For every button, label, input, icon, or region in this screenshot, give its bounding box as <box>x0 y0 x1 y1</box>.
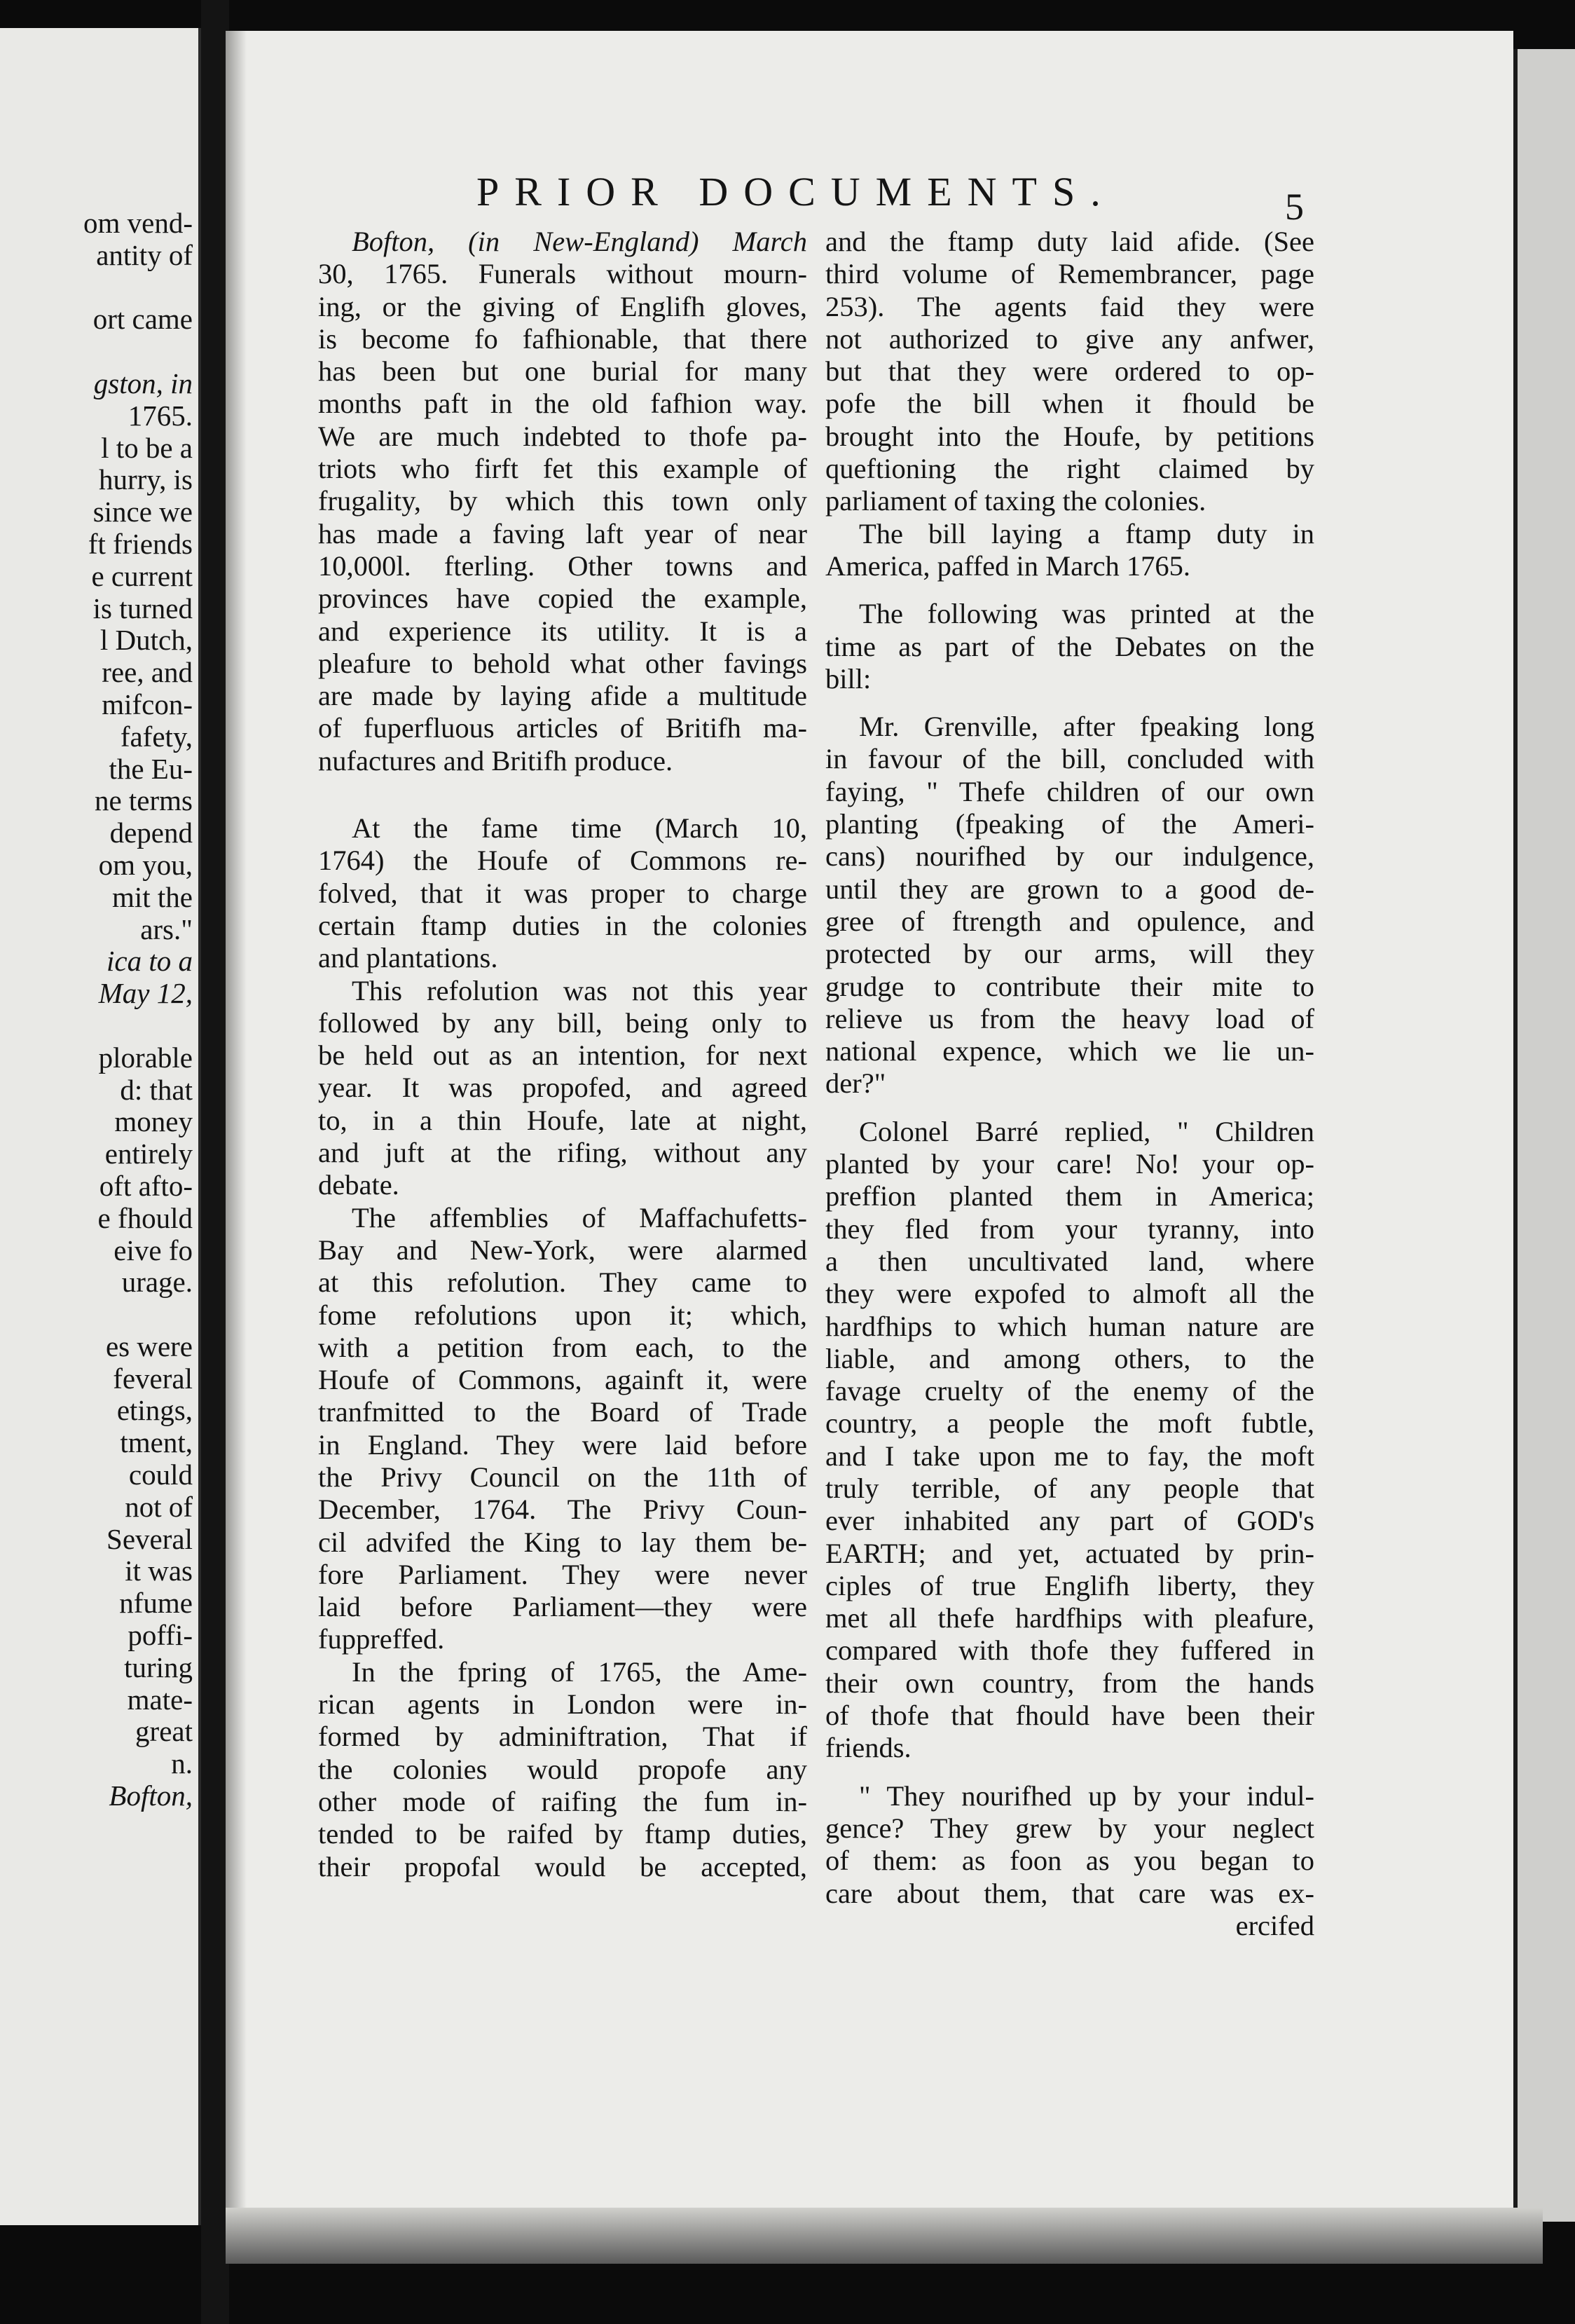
facing-page-line: e current <box>91 559 193 592</box>
facing-page-line: May 12, <box>98 977 193 1010</box>
text-line: the colonies would propofe any <box>318 1753 807 1785</box>
page-bottom-edge <box>226 2208 1543 2264</box>
facing-page-line: turing <box>124 1650 193 1683</box>
facing-page-line: nfume <box>119 1587 193 1620</box>
text-line: parliament of taxing the colonies. <box>825 485 1206 517</box>
facing-page-line: ne terms <box>94 784 193 817</box>
facing-page-line: depend <box>109 816 193 849</box>
text-line: at this refolution. They came to <box>318 1266 807 1299</box>
facing-page-line: entirely <box>104 1137 193 1170</box>
text-line: queftioning the right claimed by <box>825 453 1314 485</box>
text-line: and the ftamp duty laid afide. (See <box>825 226 1314 257</box>
text-line: EARTH; and yet, actuated by prin- <box>825 1537 1314 1569</box>
facing-page-line: ica to a <box>106 945 193 978</box>
text-line: ercifed <box>1235 1909 1314 1941</box>
text-line: are made by laying afide a multitude <box>318 680 807 712</box>
text-line: cans) nourifhed by our indulgence, <box>825 840 1314 873</box>
running-head: PRIOR DOCUMENTS. <box>476 169 1116 214</box>
facing-page-line <box>0 272 193 304</box>
text-line: met all thefe hardfhips with pleafure, <box>825 1602 1314 1634</box>
text-line: their own country, from the hands <box>825 1667 1314 1699</box>
paragraph-gap <box>825 695 1314 711</box>
text-line: America, paffed in March 1765. <box>825 549 1191 582</box>
facing-page-line: Bofton, <box>109 1779 193 1812</box>
text-line: triots who firft fet this example of <box>318 453 807 485</box>
text-line: with a petition from each, to the <box>318 1331 807 1363</box>
facing-page-line: poffi- <box>128 1619 193 1652</box>
text-line: tended to be raifed by ftamp duties, <box>318 1818 807 1850</box>
text-line: they were expofed to almoft all the <box>825 1278 1314 1310</box>
text-line: not authorized to give any anfwer, <box>825 322 1314 355</box>
text-line: The following was printed at the <box>859 598 1314 630</box>
text-column-left <box>318 226 807 1883</box>
text-line: " They nourifhed up by your indul- <box>859 1779 1314 1812</box>
facing-page-line: could <box>128 1458 193 1491</box>
text-line: debate. <box>318 1169 399 1201</box>
text-line: provinces have copied the example, <box>318 582 807 615</box>
text-line: and juft at the rifing, without any <box>318 1137 807 1169</box>
facing-page-line: om vend- <box>83 207 193 239</box>
facing-page-line: ort came <box>92 303 193 336</box>
text-line: has made a faving laft year of near <box>318 517 807 549</box>
paragraph-gap <box>825 1100 1314 1116</box>
text-line: bill: <box>825 662 872 695</box>
text-line: fome refolutions upon it; which, <box>318 1299 807 1331</box>
text-line: folved, that it was proper to charge <box>318 877 807 909</box>
facing-page-line <box>0 1010 193 1042</box>
text-line: December, 1764. The Privy Coun- <box>318 1493 807 1526</box>
text-line: 30, 1765. Funerals without mourn- <box>318 258 807 290</box>
text-line: year. It was propofed, and agreed <box>318 1072 807 1104</box>
text-line: gree of ftrength and opulence, and <box>825 905 1314 937</box>
page-shadow <box>226 31 247 2264</box>
text-line: third volume of Remembrancer, page <box>825 258 1314 290</box>
text-line: planting (fpeaking of the Ameri- <box>825 808 1314 840</box>
text-line: be held out as an intention, for next <box>318 1039 807 1072</box>
facing-page-line: fafety, <box>120 720 193 753</box>
facing-page-line: antity of <box>96 238 193 271</box>
facing-page-line: mifcon- <box>102 688 193 720</box>
text-line: of them: as foon as you began to <box>825 1845 1314 1877</box>
text-line: country, a people the moft fubtle, <box>825 1407 1314 1440</box>
text-line: der?" <box>825 1067 886 1100</box>
facing-page-line: gston, in <box>93 367 193 399</box>
text-line: care about them, that care was ex- <box>825 1877 1314 1909</box>
text-line: ing, or the giving of Englifh gloves, <box>318 290 807 322</box>
facing-page-line: plorable <box>98 1041 193 1074</box>
text-line: We are much indebted to thofe pa- <box>318 420 807 452</box>
facing-page-line: mit the <box>111 880 193 913</box>
facing-page-line: eive fo <box>114 1233 193 1266</box>
facing-page-line: not of <box>125 1490 193 1523</box>
text-line: in England. They were laid before <box>318 1428 807 1461</box>
text-line: pleafure to behold what other favings <box>318 647 807 679</box>
text-line: protected by our arms, will they <box>825 938 1314 970</box>
text-line: gence? They grew by your neglect <box>825 1812 1314 1844</box>
text-line: but that they were ordered to op- <box>825 355 1314 388</box>
facing-page-line: feveral <box>113 1362 193 1395</box>
text-line: to, in a thin Houfe, late at night, <box>318 1104 807 1136</box>
facing-page-line: l to be a <box>101 431 193 464</box>
text-line: grudge to contribute their mite to <box>825 970 1314 1002</box>
text-line: until they are grown to a good de- <box>825 873 1314 905</box>
facing-page-line: hurry, is <box>99 463 193 496</box>
facing-page-line: Several <box>106 1522 193 1555</box>
text-line: Bofton, (in New-England) March <box>352 226 807 257</box>
text-line: and plantations. <box>318 942 498 974</box>
facing-page-line: e fhould <box>97 1201 193 1234</box>
text-line: cil advifed the King to lay them be- <box>318 1526 807 1558</box>
text-line: Mr. Grenville, after fpeaking long <box>859 711 1314 743</box>
facing-page-line: es were <box>105 1330 193 1362</box>
text-column-right <box>825 226 1314 1942</box>
facing-page-line: the Eu- <box>109 752 193 785</box>
text-line: 253). The agents faid they were <box>825 290 1314 322</box>
facing-page-line: 1765. <box>128 399 193 432</box>
text-line: preffion planted them in America; <box>825 1180 1314 1212</box>
facing-page-line: ars." <box>140 912 193 945</box>
facing-page-line: tment, <box>120 1426 193 1459</box>
text-line: pofe the bill when it fhould be <box>825 388 1314 420</box>
page-edge <box>1513 49 1575 2222</box>
facing-page-line: om you, <box>98 848 193 881</box>
text-line: is become fo fafhionable, that there <box>318 322 807 355</box>
text-line: favage cruelty of the enemy of the <box>825 1375 1314 1407</box>
facing-page-line: it was <box>125 1554 193 1587</box>
text-line: compared with thofe they fuffered in <box>825 1634 1314 1667</box>
text-line: At the fame time (March 10, <box>352 812 807 845</box>
text-line: In the fpring of 1765, the Ame- <box>352 1655 807 1688</box>
facing-page-line: oft afto- <box>99 1169 193 1202</box>
facing-page-text <box>0 207 193 1812</box>
paragraph-gap <box>318 777 807 812</box>
text-line: the Privy Council on the 11th of <box>318 1461 807 1493</box>
text-line: formed by adminiftration, That if <box>318 1721 807 1753</box>
text-line: planted by your care! No! your op- <box>825 1148 1314 1180</box>
facing-page-line: ree, and <box>102 656 193 689</box>
text-line: Colonel Barré replied, " Children <box>859 1115 1314 1147</box>
paragraph-gap <box>825 1765 1314 1780</box>
facing-page-line: since we <box>92 495 193 528</box>
text-line: national expence, which we lie un- <box>825 1035 1314 1067</box>
facing-page-line: l Dutch, <box>99 624 193 657</box>
text-line: fore Parliament. They were never <box>318 1558 807 1590</box>
text-line: laid before Parliament—they were <box>318 1591 807 1623</box>
text-line: truly terrible, of any people that <box>825 1472 1314 1504</box>
text-line: in favour of the bill, concluded with <box>825 743 1314 775</box>
facing-page-line: ft friends <box>88 527 193 560</box>
text-line: frugality, by which this town only <box>318 485 807 517</box>
text-line: Houfe of Commons, againft it, were <box>318 1364 807 1396</box>
text-line: 10,000l. fterling. Other towns and <box>318 549 807 582</box>
text-line: This refolution was not this year <box>352 974 807 1006</box>
facing-page-line: n. <box>171 1747 193 1780</box>
facing-page <box>0 28 201 2225</box>
text-line: followed by any bill, being only to <box>318 1006 807 1039</box>
text-line: months paft in the old fafhion way. <box>318 388 807 420</box>
text-line: time as part of the Debates on the <box>825 630 1314 662</box>
text-line: rican agents in London were in- <box>318 1688 807 1721</box>
text-line: a then uncultivated land, where <box>825 1245 1314 1277</box>
text-line: liable, and among others, to the <box>825 1342 1314 1374</box>
text-line: their propofal would be accepted, <box>318 1850 807 1882</box>
facing-page-line <box>0 1299 193 1331</box>
facing-page-line: great <box>135 1715 193 1748</box>
facing-page-line: etings, <box>116 1394 193 1427</box>
page-number: 5 <box>1285 186 1304 228</box>
facing-page-line: urage. <box>121 1266 193 1299</box>
text-line: faying, " Thefe children of our own <box>825 775 1314 807</box>
facing-page-line: mate- <box>127 1683 193 1716</box>
text-line: Bay and New-York, were alarmed <box>318 1233 807 1266</box>
text-line: The bill laying a ftamp duty in <box>859 517 1314 549</box>
gutter <box>201 0 229 2324</box>
text-line: tranfmitted to the Board of Trade <box>318 1396 807 1428</box>
facing-page-line <box>0 336 193 368</box>
facing-page-line: money <box>114 1105 193 1138</box>
text-line: of thofe that fhould have been their <box>825 1700 1314 1732</box>
text-line: hardfhips to which human nature are <box>825 1310 1314 1342</box>
text-line: friends. <box>825 1732 912 1764</box>
text-line: of fuperfluous articles of Britifh ma- <box>318 712 807 744</box>
paragraph-gap <box>825 582 1314 598</box>
text-line: certain ftamp duties in the colonies <box>318 909 807 941</box>
text-line: ever inhabited any part of GOD's <box>825 1505 1314 1537</box>
text-line: they fled from your tyranny, into <box>825 1212 1314 1245</box>
text-line: The affemblies of Maffachufetts- <box>352 1201 807 1233</box>
text-line: 1764) the Houfe of Commons re- <box>318 845 807 877</box>
text-line: ciples of true Englifh liberty, they <box>825 1569 1314 1601</box>
text-line: brought into the Houfe, by petitions <box>825 420 1314 452</box>
text-line: and experience its utility. It is a <box>318 615 807 647</box>
text-line: relieve us from the heavy load of <box>825 1002 1314 1034</box>
text-line: nufactures and Britifh produce. <box>318 744 673 777</box>
text-line: and I take upon me to fay, the moft <box>825 1440 1314 1472</box>
text-line: other mode of raifing the fum in- <box>318 1785 807 1817</box>
facing-page-line: d: that <box>120 1073 193 1106</box>
text-line: has been but one burial for many <box>318 355 807 388</box>
facing-page-line: is turned <box>92 592 193 624</box>
text-line: fuppreffed. <box>318 1623 445 1655</box>
